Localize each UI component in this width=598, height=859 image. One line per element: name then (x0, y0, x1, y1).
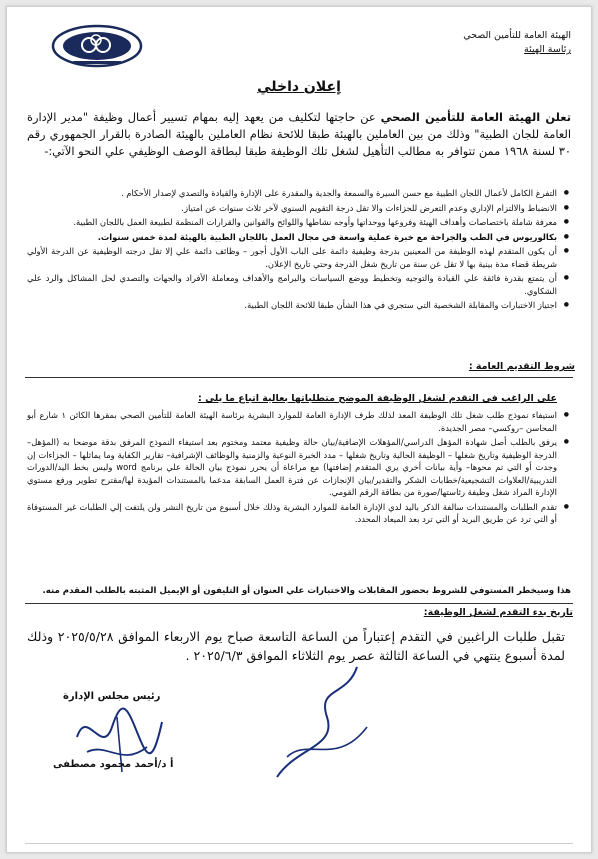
list-item: ● استيفاء نموذج طلب شغل تلك الوظيفة المعد لذلك طرف الإدارة العامة للموارد البشرية برئاسة الهيئة العامة للتأمين الصحي بمقرها الكائن ١ شارع أبو المحاسن –روكسي– مصر الجديدة. (27, 409, 557, 434)
handwritten-signature-flourish (257, 657, 387, 787)
handwritten-signature (67, 697, 177, 787)
conditions-heading: شروط التقديم العامة : (468, 361, 575, 372)
section-divider (25, 603, 573, 604)
conditions-list (27, 409, 571, 528)
list-item: ● يرفق بالطلب أصل شهادة المؤهل الدراسي/المؤهلات الإضافية/بيان حالة وظيفية معتمد ومختوم بعد استيفاء النموذج المرفق بدقة موضحا به (المؤهل– الدرجة الوظيفية وتاريخ شغلها – الوظيفة الحالية وتاريخ شغلها – مدد الخبرة النوعية والزمنية والوظائف الإشرافية– تقارير الكفاية وما يماثلها – الجزاءات إن وجدت أو التي تم محوها– وأية بيانات أخري يري المتقدم إضافتها) مع مراعاة أن يحرر نموذج بيان الحالة علي برنامج word وليس بخط اليد/الدورات التدريبية/العلاوات التشجيعية/خطابات الشكر والتقدير/بيان الإنجازات عن فترة العمل السابقة مدعما بالمستندات المؤيدة لها/مقترح تطوير ورفع مستوي الإدارة المراد شغل وظيفة رئاستها/صورة من بطاقة الرقم القومي. (27, 436, 557, 499)
signatory-name: أ د/أحمد محمود مصطفى (53, 759, 174, 770)
requirements-list (27, 187, 571, 314)
document-page (6, 6, 592, 853)
list-item: ● أن يكون المتقدم لهذه الوظيفة من المعينين بدرجة وظيفية دائمة على الباب الأول أجور – وظائف دائمة علي إلا تقل درجته الوظيفية عن الدرجة الأولي شريطة قضاء مدة بينية بها لا تقل عن سنة من تاريخ شغل الدرجة وحتي تاريخ الإعلان. (27, 245, 557, 270)
date-heading: تاريخ بدء التقدم لشغل الوظيفة: (423, 607, 573, 618)
list-item: ● تقدم الطلبات والمستندات سالفة الذكر باليد لدي الإدارة العامة للموارد البشرية وذلك خلال أسبوع من تاريخ النشر ولن يلتفت إلي الطلبات غير المستوفاة أو التي ترد عن طريق البريد أو التي ترد بعد الميعاد المحدد. (27, 501, 557, 526)
document-title: إعلان داخلي (257, 79, 341, 95)
organization-name: الهيئة العامة للتأمين الصحي (463, 30, 571, 41)
organization-header (463, 29, 571, 57)
intro-body: عن حاجتها لتكليف من يعهد إليه بمهام تسيير أعمال وظيفة "مدير الإدارة العامة للجان الطبية" وذلك من بين العاملين بالهيئة طبقا للائحة نظام العاملين بالهيئة الصادرة بالقرار الجمهوري رقم ٣٠ لسنة ١٩٦٨ ممن تتوافر به مطالب التأهيل لشغل تلك الوظيفة طبقا لبطاقة الوصف الوظيفي علي النحو الآتي:- (27, 110, 571, 158)
intro-paragraph (27, 109, 571, 160)
list-item: ● التفرغ الكامل لأعمال اللجان الطبية مع حسن السيرة والسمعة والجدية والمقدرة على الإدارة والقيادة والتصدي لإصدار الأحكام . (27, 187, 557, 200)
list-item: ● معرفة شاملة باختصاصات وأهداف الهيئة وفروعها ووحداتها وأوجه نشاطها واللوائح والقوانين والقرارات المنظمة لطبيعة العمل باللجان الطبية. (27, 216, 557, 229)
list-item: ● اجتياز الاختبارات والمقابلة الشخصية التي ستجري في هذا الشأن طبقا للائحة اللجان الطبية. (27, 299, 557, 312)
section-divider (25, 377, 573, 378)
page-bottom-divider (25, 843, 573, 844)
date-paragraph: تقبل طلبات الراغبين في التقدم إعتباراً من الساعة التاسعة صباح يوم الاربعاء الموافق ٢٠٢٥/٥/٢٨ وذلك لمدة أسبوع ينتهي في الساعة الثالثة عصر يوم الثلاثاء الموافق ٢٠٢٥/٦/٣ . (27, 629, 565, 663)
intro-lead: تعلن الهيئة العامة للتأمين الصحي (380, 110, 572, 124)
list-item: ● أن يتمتع بقدرة فائقة علي القيادة والتوجيه وتخطيط ووضع السياسات والبرامج والأهداف ومعاملة الأفراد والجهات والتصدي لحل المشاكل والرد علي الشكاوي. (27, 272, 557, 297)
list-item: ● بكالوريوس في الطب والجراحة مع خبرة عملية واسعة في مجال العمل باللجان الطبية بالهيئة لمدة خمس سنوات. (27, 231, 557, 244)
conditions-lead: علي الراغب في التقدم لشغل الوظيفة الموضح متطلباتها بعالية اتباع ما يلي : (198, 393, 557, 404)
list-item: ● الانضباط والالتزام الإداري وعدم التعرض للجزاءات والا تقل درجة التقويم السنوي لآخر ثلاث سنوات عن امتياز. (27, 202, 557, 215)
organization-logo (51, 23, 143, 69)
notice-text: هذا وسيخطر المستوفي للشروط بحضور المقابلات والاختبارات علي العنوان أو التليفون أو الإيميل المثبته بالطلب المقدم منه. (42, 586, 571, 596)
organization-sub: رئاسة الهيئة (524, 44, 571, 55)
signatory-title: رئيس مجلس الإدارة (63, 691, 161, 702)
